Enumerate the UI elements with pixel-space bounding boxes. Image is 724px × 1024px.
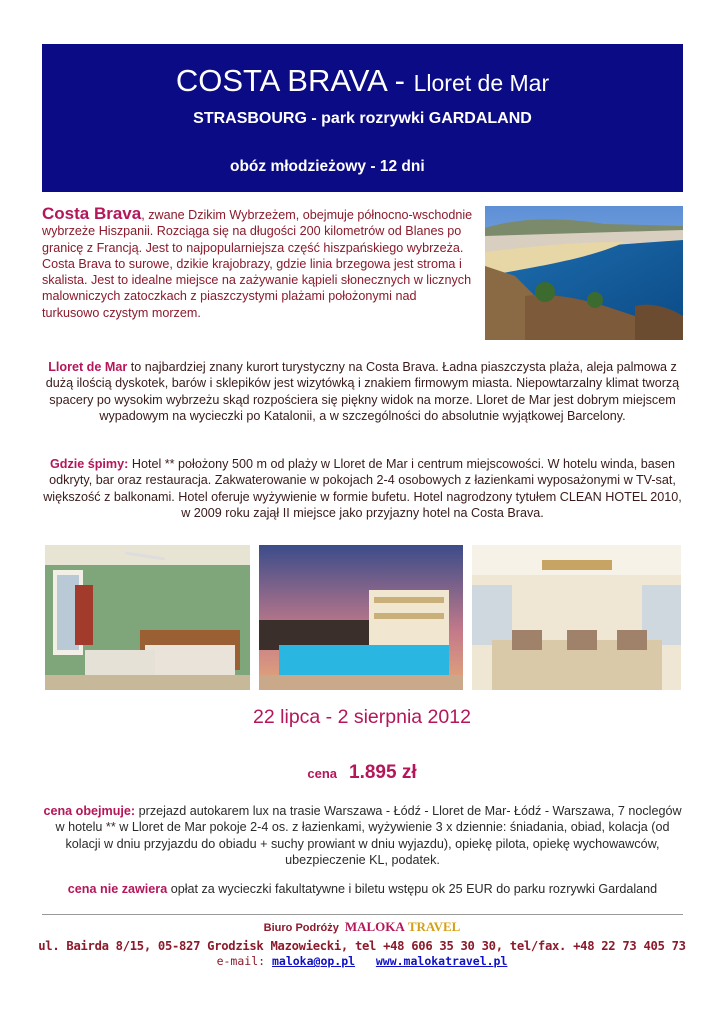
lloret-text: to najbardziej znany kurort turystyczny na Costa Brava. Ładna piaszczysta plaża, aleja palmowa z dużą ilością dyskotek, barów i sklepików jest wizytówką i znakiem firmowym miasta. Niepowtarzalny klimat tworzą spacery po wysokim wybrzeżu skąd rozpościera się piękny widok na morze. Lloret de Mar jest dobrym miejscem wypadowym na wycieczki po Katalonii, a w szczególności do absolutnie wyjątkowej Barcelony. bbox=[45, 360, 680, 423]
excludes-text: opłat za wycieczki fakultatywne i biletu wstępu ok 25 EUR do parku rozrywki Gardaland bbox=[167, 882, 658, 896]
beach-photo bbox=[485, 206, 683, 340]
brand-logo bbox=[345, 919, 460, 934]
footer-divider bbox=[42, 914, 683, 915]
contact-line bbox=[0, 954, 724, 968]
lloret-paragraph bbox=[42, 359, 683, 424]
header-banner bbox=[42, 44, 683, 192]
email-label: e-mail: bbox=[216, 954, 266, 968]
intro-highlight: Costa Brava bbox=[42, 204, 142, 223]
brand-name: MALOKA bbox=[344, 919, 405, 934]
page-title bbox=[42, 64, 683, 100]
subtitle-camp: obóz młodzieżowy - 12 dni bbox=[230, 158, 425, 175]
brand-suffix: TRAVEL bbox=[407, 919, 461, 934]
price-excludes bbox=[42, 881, 683, 897]
subtitle-route: STRASBOURG - park rozrywki GARDALAND bbox=[193, 110, 532, 127]
hotel-restaurant-photo bbox=[472, 545, 681, 690]
hotel-pool-photo bbox=[259, 545, 463, 690]
accommodation-paragraph bbox=[42, 456, 683, 521]
intro-text: , zwane Dzikim Wybrzeżem, obejmuje północno-wschodnie wybrzeże Hiszpanii. Rozciąga się na długości 200 kilometrów od Blanes po granicę z Francją. Jest to najpopularniejsza część hiszpańskiego wybrzeża. Costa Brava to surowe, dzikie krajobrazy, gdzie linia brzegowa jest stroma i skalista. Jest to idealne miejsce na zażywanie kąpieli słonecznych w licznych malowniczych zatoczkach z piaszczystymi plażami położonymi nad turkusowo czystym morzem. bbox=[42, 208, 473, 320]
website-link[interactable]: www.malokatravel.pl bbox=[375, 954, 508, 968]
office-address: ul. Bairda 8/15, 05-827 Grodzisk Mazowiecki, tel +48 606 35 30 30, tel/fax. +48 22 73 405 73 bbox=[38, 939, 686, 953]
office-label: Biuro Podróży bbox=[263, 922, 339, 934]
includes-label: cena obejmuje: bbox=[43, 804, 136, 818]
hotel-room-photo bbox=[45, 545, 250, 690]
accommodation-highlight: Gdzie śpimy: bbox=[49, 457, 129, 471]
accommodation-text: Hotel ** położony 500 m od plaży w Lloret de Mar i centrum miejscowości. W hotelu winda, basen odkryty, bar oraz restauracja. Zakwaterowanie w pokojach 2-4 osobowych z łazienkami wyposażonymi w TV-sat, większość z balkonami. Hotel oferuje wyżywienie w formie bufetu. Hotel nagrodzony tytułem CLEAN HOTEL 2010, w 2009 roku zajął II miejsce jako przyjazny hotel na Costa Brava. bbox=[43, 457, 682, 520]
trip-dates: 22 lipca - 2 sierpnia 2012 bbox=[253, 706, 471, 728]
price-label: cena bbox=[307, 766, 338, 781]
intro-paragraph bbox=[42, 206, 477, 321]
includes-text: przejazd autokarem lux na trasie Warszawa - Łódź - Lloret de Mar- Łódź - Warszawa, 7 noclegów w hotelu ** w Lloret de Mar pokoje 2-4 os. z łazienkami, wyżywienie 3 x dziennie: śniadania, obiad, kolacja (od kolacji w dniu przyjazdu do obiadu + suchy prowiant w dniu wyjazdu), opiekę pilota, opiekę wychowawców, ubezpieczenie KL, podatek. bbox=[55, 804, 682, 867]
title-main: COSTA BRAVA - bbox=[175, 63, 414, 98]
travel-office bbox=[0, 919, 724, 935]
email-link[interactable]: maloka@op.pl bbox=[271, 954, 356, 968]
excludes-label: cena nie zawiera bbox=[67, 882, 168, 896]
price-value: 1.895 zł bbox=[349, 762, 417, 783]
price-line bbox=[0, 762, 724, 784]
title-sub: Lloret de Mar bbox=[413, 70, 550, 96]
price-includes bbox=[42, 803, 683, 868]
lloret-highlight: Lloret de Mar bbox=[48, 360, 128, 374]
